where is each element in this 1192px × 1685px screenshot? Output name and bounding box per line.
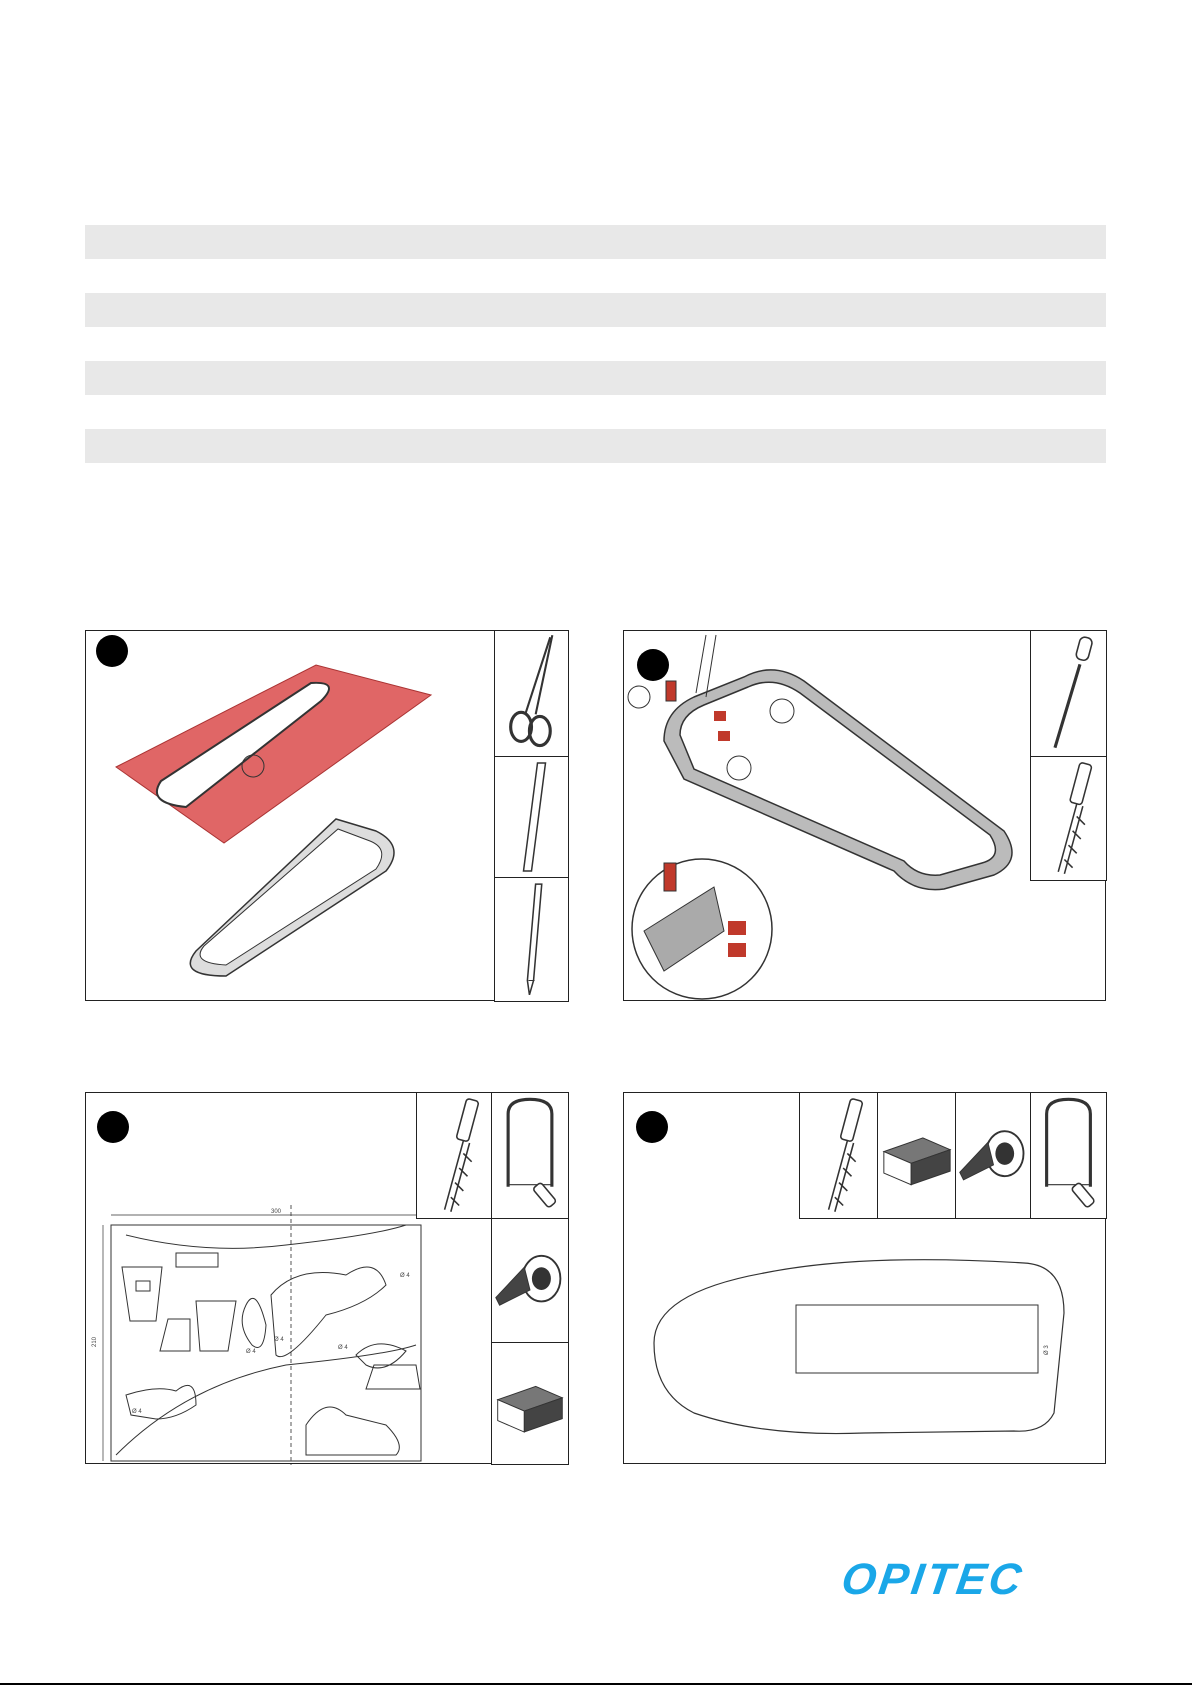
cutting-template [86, 1205, 486, 1465]
drill-bit-tool [1030, 756, 1107, 881]
ruler-icon [495, 757, 568, 877]
step-number-badge-2 [637, 649, 669, 681]
text-bar-4 [85, 429, 1106, 463]
hole-label-5: Ø 4 [400, 1273, 410, 1279]
opitec-logo [838, 1555, 1074, 1604]
step-2-panel [623, 630, 1106, 1001]
scissors-icon [495, 631, 568, 756]
step-1-panel [85, 630, 568, 1001]
drill-bit-icon [1031, 757, 1106, 880]
step-3-panel [85, 1092, 568, 1464]
step-4-panel [623, 1092, 1106, 1464]
sanding-block-tool [877, 1092, 957, 1219]
text-bar-3 [85, 361, 1106, 395]
text-bar-2 [85, 293, 1106, 327]
drill-bit-tool [799, 1092, 879, 1219]
red-spacer-part [666, 681, 676, 701]
scissors-tool [494, 630, 569, 757]
fret-saw-tool [491, 1092, 569, 1219]
fret-saw-tool [1030, 1092, 1107, 1219]
ruler-tool [494, 756, 569, 878]
step-2-illustration [624, 631, 1034, 1002]
deck-outline [654, 1260, 1064, 1434]
pencil-tool [494, 877, 569, 1002]
tape-roll-tool [491, 1218, 569, 1343]
step-number-badge-4 [636, 1111, 668, 1143]
text-bar-1 [85, 225, 1106, 259]
opitec-logo-text: OPITEC [838, 1555, 1028, 1604]
hole-label-d3: Ø 3 [1044, 1345, 1050, 1355]
screwdriver-tool [1030, 630, 1107, 757]
sanding-block-icon [492, 1343, 568, 1464]
tape-roll-tool [955, 1092, 1032, 1219]
step-number-badge-3 [97, 1111, 129, 1143]
screwdriver-icon [1031, 631, 1106, 756]
drill-bit-tool [416, 1092, 494, 1219]
hole-label-3: Ø 4 [274, 1337, 284, 1343]
template-height-label: 210 [92, 1336, 98, 1347]
tape-roll-icon [492, 1219, 568, 1342]
hole-label-4: Ø 4 [338, 1345, 348, 1351]
deck-cutout [796, 1305, 1038, 1373]
fret-saw-icon [1031, 1093, 1106, 1218]
hole-label-1: Ø 4 [132, 1409, 142, 1415]
deck-template [644, 1233, 1084, 1463]
step-1-illustration [86, 631, 496, 1002]
step-number-badge-1 [96, 635, 128, 667]
sanding-block-icon [878, 1093, 956, 1218]
tray-outline-highlight [116, 665, 431, 843]
sanding-block-tool [491, 1342, 569, 1465]
pencil-icon [495, 878, 568, 1001]
drill-bit-icon [417, 1093, 493, 1218]
fret-saw-icon [492, 1093, 568, 1218]
template-width-label: 300 [271, 1209, 282, 1215]
hole-label-2: Ø 4 [246, 1349, 256, 1355]
drill-bit-icon [800, 1093, 878, 1218]
tape-roll-icon [956, 1093, 1031, 1218]
